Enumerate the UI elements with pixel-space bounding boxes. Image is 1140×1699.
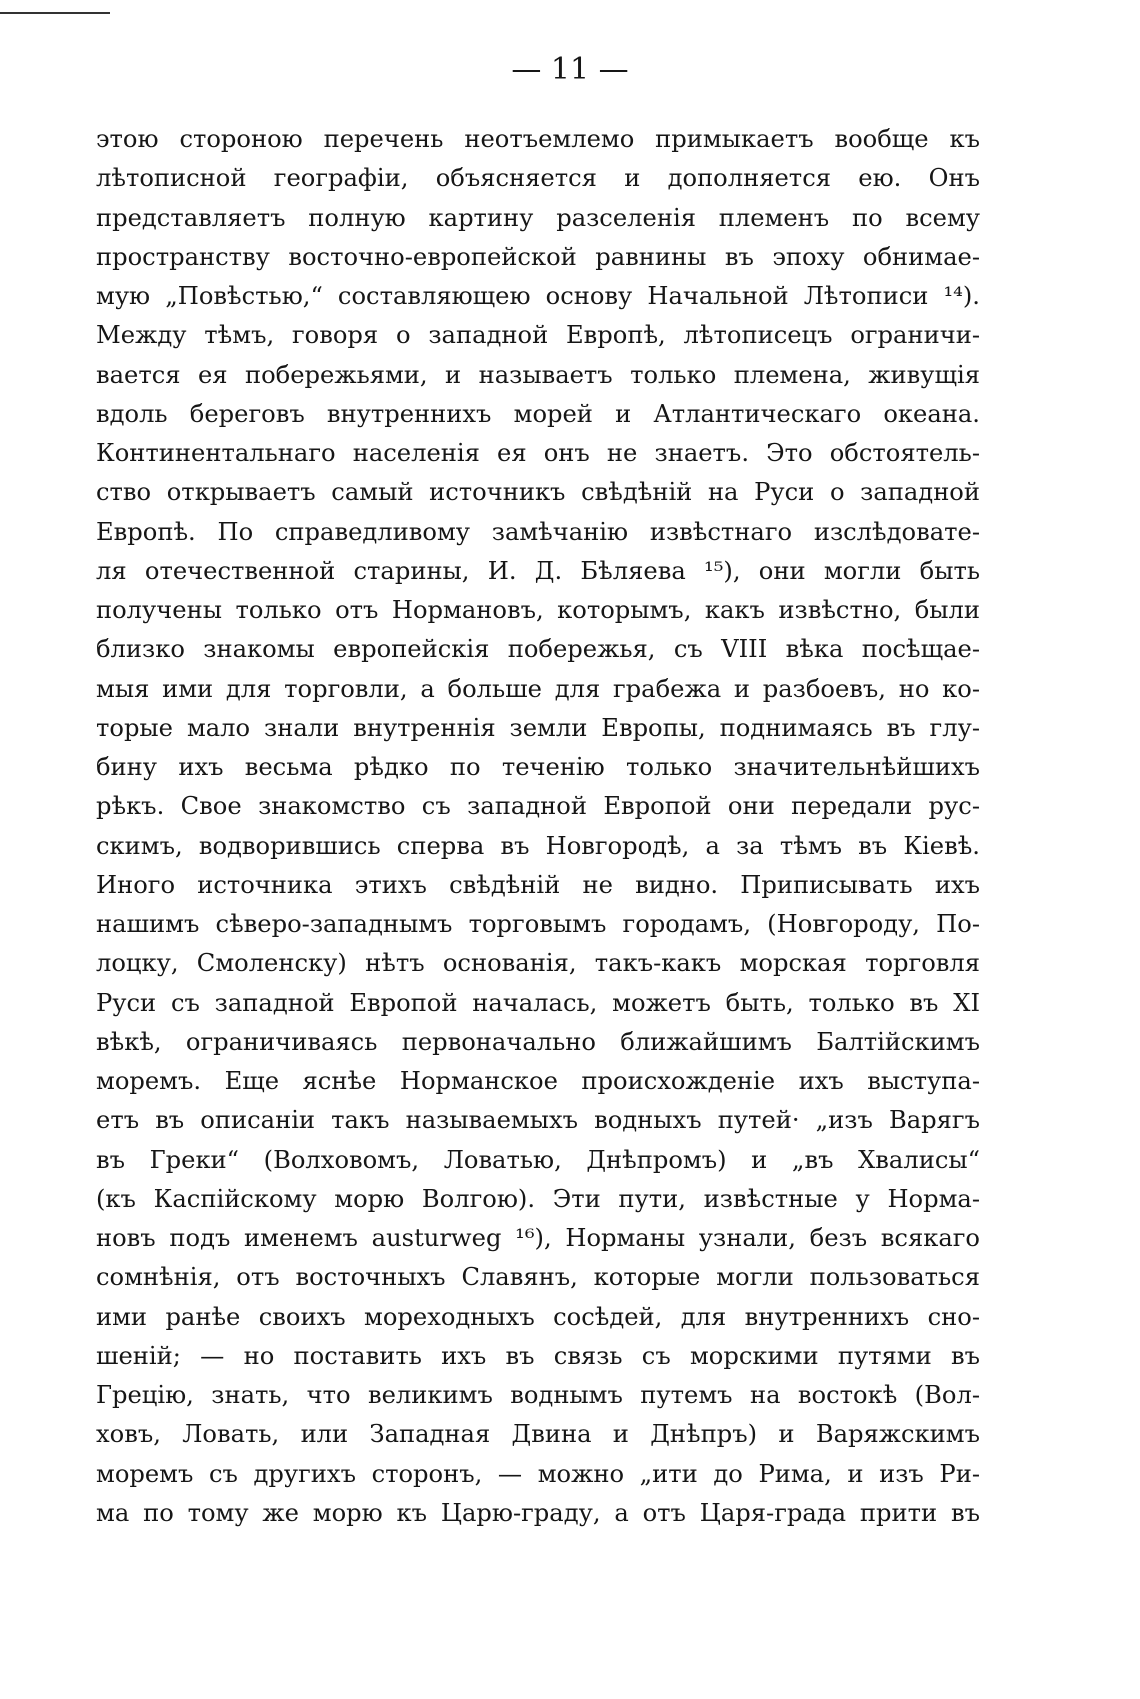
text-line: сомнѣнія, отъ восточныхъ Славянъ, которые могли пользоваться — [96, 1263, 980, 1292]
text-line: етъ въ описаніи такъ называемыхъ водныхъ путей· „изъ Варягъ — [96, 1106, 980, 1135]
text-line: Между тѣмъ, говоря о западной Европѣ, лѣтописецъ ограничи- — [96, 321, 980, 350]
text-line: получены только отъ Норманoвъ, которымъ, какъ извѣстно, были — [96, 596, 980, 624]
text-line: Грецію, знать, что великимъ воднымъ путемъ на востокѣ (Вол- — [96, 1381, 980, 1409]
text-line: представляетъ полную картину разселенія племенъ по всему — [96, 203, 980, 232]
scan-corner-mark — [0, 0, 110, 14]
text-line: въ Греки“ (Волховомъ, Ловатью, Днѣпромъ) и „въ Хвалисы“ — [96, 1145, 980, 1174]
text-line: лѣтописной географіи, объясняется и дополняется ею. Онъ — [96, 164, 980, 193]
text-line: близко знакомы европейскія побережья, съ VIII вѣка посѣщае- — [96, 635, 980, 664]
text-line: торые мало знали внутреннія земли Европы, поднимаясь въ глу- — [96, 713, 980, 742]
text-line: вдоль береговъ внутреннихъ морей и Атлантическаго океана. — [96, 399, 980, 428]
text-line: Европѣ. По справедливому замѣчанію извѣстнаго изслѣдовате- — [96, 517, 980, 546]
text-line: ля отечественной старины, И. Д. Бѣляева ¹⁵), они могли быть — [96, 556, 980, 585]
text-line: вается ея побережьями, и называетъ только племена, живущія — [96, 360, 980, 389]
page-number: — 11 — — [511, 52, 629, 87]
text-line: мую „Повѣстью,“ составляющею основу Начальной Лѣтописи ¹⁴). — [96, 282, 980, 310]
text-line: (къ Каспійскому морю Волгою). Эти пути, извѣстные у Норма- — [96, 1184, 980, 1213]
text-line: моремъ съ другихъ сторонъ, — можно „ити до Рима, и изъ Ри- — [96, 1459, 980, 1488]
text-line: Иного источника этихъ свѣдѣній не видно. Приписывать ихъ — [96, 870, 980, 899]
text-line: моремъ. Еще яснѣе Норманское происхожденіе ихъ выступа- — [96, 1067, 980, 1095]
body-text — [96, 120, 980, 1533]
text-line: рѣкъ. Свое знакомство съ западной Европой они передали рус- — [96, 792, 980, 821]
text-line: лоцку, Смоленску) нѣтъ основанія, такъ-какъ морская торговля — [96, 949, 980, 978]
text-line: бину ихъ весьма рѣдко по теченію только значительнѣйшихъ — [96, 753, 980, 781]
text-line: вѣкѣ, ограничиваясь первоначально ближайшимъ Балтійскимъ — [96, 1027, 980, 1056]
text-line: скимъ, водворившись сперва въ Новгородѣ, а за тѣмъ въ Кіевѣ. — [96, 831, 980, 860]
text-line: шеній; — но поставить ихъ въ связь съ морскими путями въ — [96, 1341, 980, 1370]
text-line: пространству восточно-европейской равнины въ эпоху обнимае- — [96, 242, 980, 271]
text-line: Континентальнаго населенія ея онъ не знаетъ. Это обстоятель- — [96, 439, 980, 467]
text-line: этою стороною перечень неотъемлемо примыкаетъ вообще къ — [96, 125, 980, 153]
text-line: новъ подъ именемъ austurweg ¹⁶), Норманы узнали, безъ всякаго — [96, 1224, 980, 1252]
text-line: ма по тому же морю къ Царю-граду, а отъ Царя-града прити въ — [96, 1498, 980, 1527]
text-line: ство открываетъ самый источникъ свѣдѣній на Руси о западной — [96, 478, 980, 507]
text-line: ими ранѣе своихъ мореходныхъ сосѣдей, для внутреннихъ сно- — [96, 1302, 980, 1331]
text-line: Руси съ западной Европой началась, можетъ быть, только въ XI — [96, 988, 980, 1017]
text-line: нашимъ сѣверо-западнымъ торговымъ городамъ, (Новгороду, По- — [96, 910, 980, 938]
text-line: ховъ, Ловать, или Западная Двина и Днѣпръ) и Варяжскимъ — [96, 1420, 980, 1449]
text-line: мыя ими для торговли, а больше для грабежа и разбоевъ, но ко- — [96, 674, 980, 703]
